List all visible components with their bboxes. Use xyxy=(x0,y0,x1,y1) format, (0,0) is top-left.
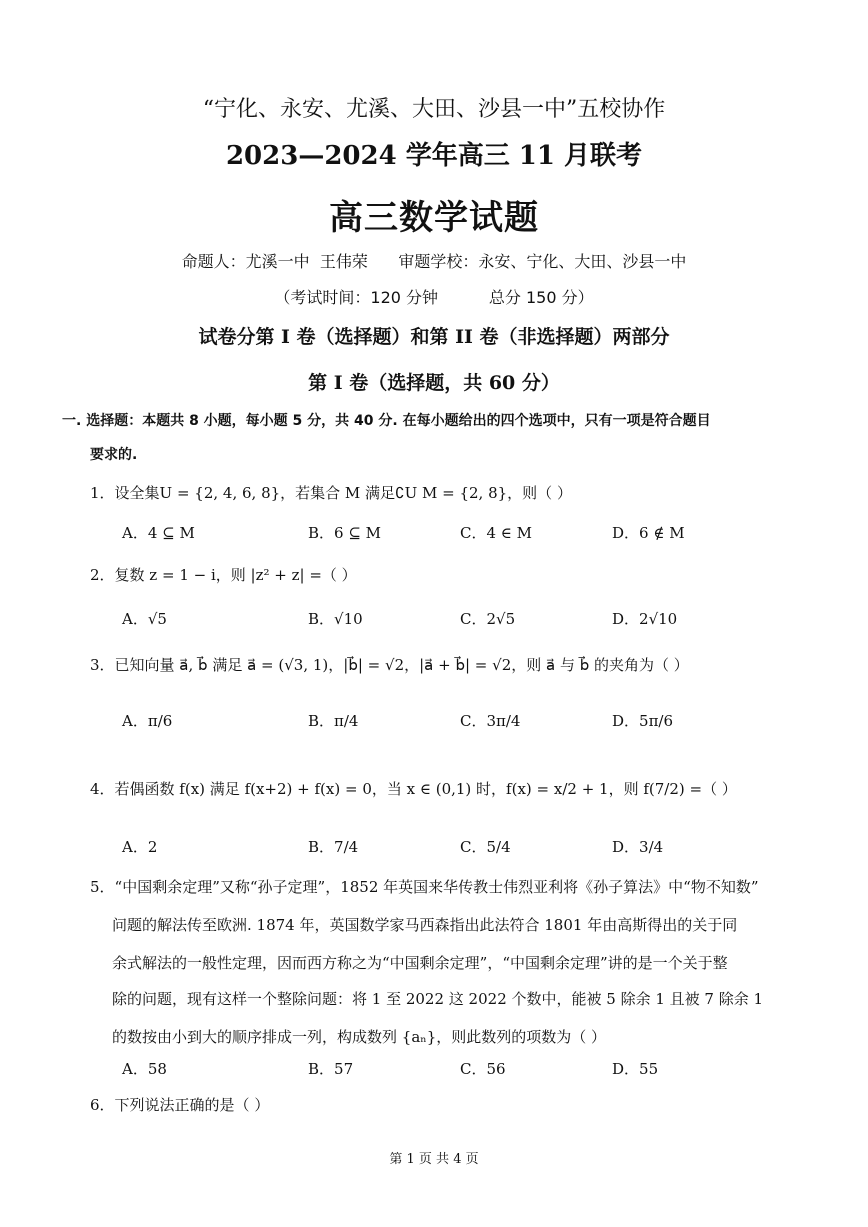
question-6: 6．下列说法正确的是（ ） xyxy=(90,1096,270,1114)
question-5-line3: 余式解法的一般性定理，因而西方称之为“中国剩余定理”，“中国剩余定理”讲的是一个关于整 xyxy=(112,954,728,972)
option-c: C．5/4 xyxy=(460,838,511,856)
option-a: A．58 xyxy=(122,1060,167,1078)
section1-intro-line2: 要求的. xyxy=(90,447,138,463)
option-a: A．4 ⊆ M xyxy=(122,524,195,542)
option-b: B．√10 xyxy=(308,610,363,628)
option-d: D．55 xyxy=(612,1060,659,1078)
exam-time: （考试时间：120 分钟 xyxy=(274,288,439,307)
review-schools: 审题学校：永安、宁化、大田、沙县一中 xyxy=(398,252,687,271)
header-line1: “宁化、永安、尤溪、大田、沙县一中”五校协作 xyxy=(202,97,666,122)
option-a: A．2 xyxy=(122,838,158,856)
option-a: A．√5 xyxy=(122,610,167,628)
question-2: 2．复数 z = 1 − i，则 |z² + z| =（ ） xyxy=(90,566,357,584)
total-score: 总分 150 分） xyxy=(488,288,594,307)
option-c: C．3π/4 xyxy=(460,712,521,730)
option-d: D．6 ∉ M xyxy=(612,524,685,542)
header-line2: 2023—2024 学年高三 11 月联考 xyxy=(225,141,643,171)
option-c: C．4 ∈ M xyxy=(460,524,533,542)
author-row xyxy=(0,249,868,272)
option-b: B．7/4 xyxy=(308,838,359,856)
author: 命题人：尤溪一中 王伟荣 xyxy=(181,252,368,271)
option-d: D．5π/6 xyxy=(612,712,674,730)
question-5-line5: 的数按由小到大的顺序排成一列，构成数列 {aₙ}，则此数列的项数为（ ） xyxy=(112,1028,607,1046)
exam-info-row xyxy=(0,285,868,308)
question-5-line1: 5．“中国剩余定理”又称“孙子定理”，1852 年英国来华传教士伟烈亚利将《孙子算法》中“物不知数” xyxy=(90,878,759,896)
option-d: D．2√10 xyxy=(612,610,678,628)
option-b: B．6 ⊆ M xyxy=(308,524,382,542)
option-d: D．3/4 xyxy=(612,838,664,856)
option-b: B．57 xyxy=(308,1060,354,1078)
question-4: 4．若偶函数 f(x) 满足 f(x+2) + f(x) = 0，当 x ∈ (0,1) 时，f(x) = x/2 + 1，则 f(7/2) =（ ） xyxy=(90,780,737,798)
option-b: B．π/4 xyxy=(308,712,359,730)
volume1-title: 第 I 卷（选择题，共 60 分） xyxy=(308,372,560,394)
question-3: 3．已知向量 a⃗, b⃗ 满足 a⃗ = (√3, 1)，|b⃗| = √2，|a⃗ + b⃗| = √2，则 a⃗ 与 b⃗ 的夹角为（ ） xyxy=(90,656,689,674)
structure-note: 试卷分第 I 卷（选择题）和第 II 卷（非选择题）两部分 xyxy=(198,326,670,348)
option-a: A．π/6 xyxy=(122,712,173,730)
page-title: 高三数学试题 xyxy=(329,198,539,238)
option-c: C．2√5 xyxy=(460,610,516,628)
option-c: C．56 xyxy=(460,1060,506,1078)
section1-intro-line1: 一. 选择题：本题共 8 小题，每小题 5 分，共 40 分. 在每小题给出的四个选项中，只有一项是符合题目 xyxy=(62,413,711,429)
question-5-line2: 问题的解法传至欧洲. 1874 年，英国数学家马西森指出此法符合 1801 年由高斯得出的关于同 xyxy=(112,916,738,934)
question-1: 1．设全集U = {2, 4, 6, 8}，若集合 M 满足∁U M = {2, 8}，则（ ） xyxy=(90,484,572,502)
page-footer: 第 1 页 共 4 页 xyxy=(389,1152,479,1167)
question-5-line4: 除的问题，现有这样一个整除问题：将 1 至 2022 这 2022 个数中，能被 5 除余 1 且被 7 除余 1 xyxy=(112,990,764,1008)
